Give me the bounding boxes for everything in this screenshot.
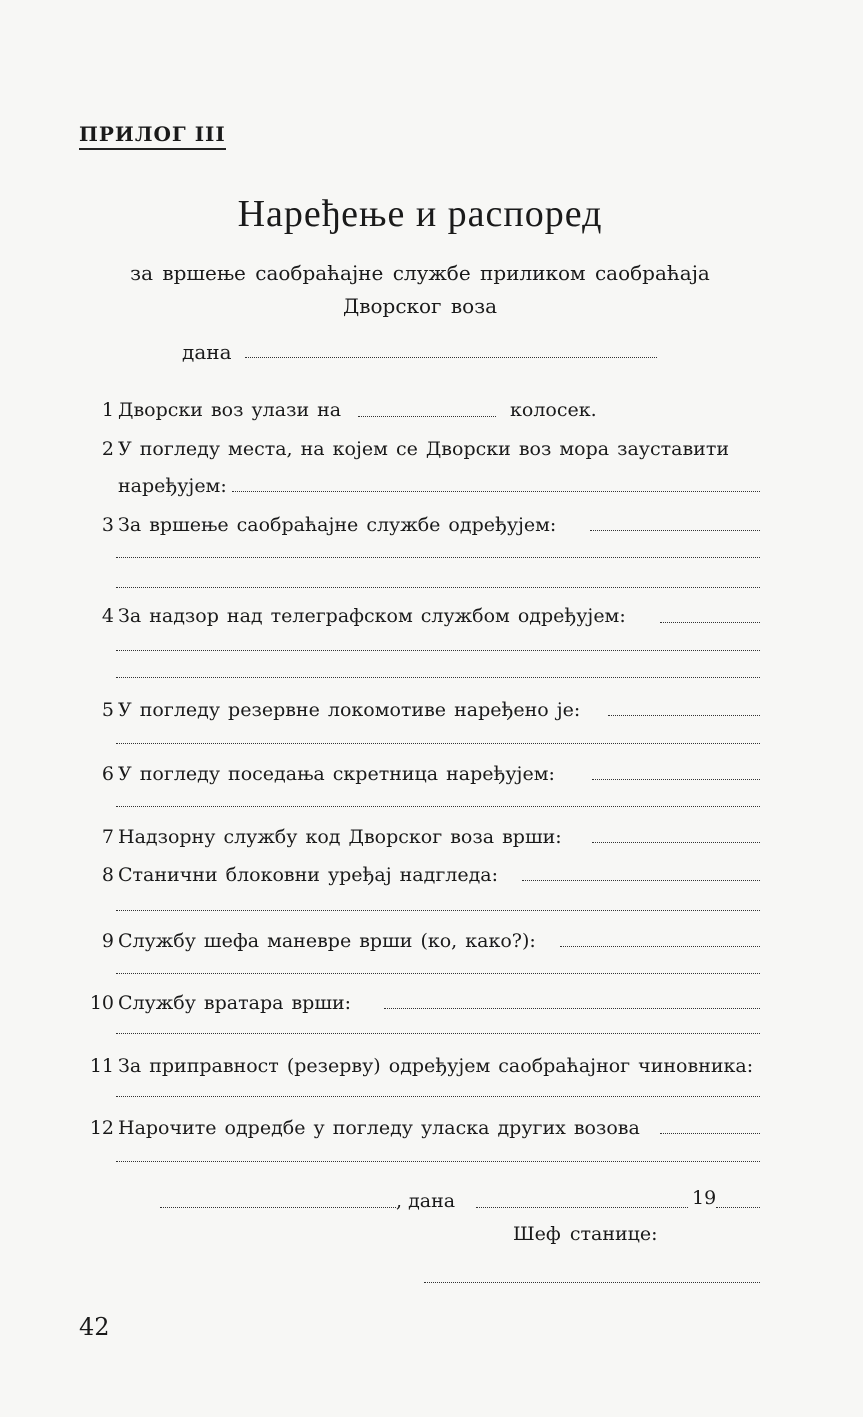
item-label: Дворски воз улази на	[118, 399, 342, 421]
list-item-10	[78, 991, 351, 1015]
item-9-field-1[interactable]	[560, 946, 760, 947]
item-number: 11	[89, 1055, 114, 1077]
list-item-1	[78, 398, 341, 422]
item-number: 6	[101, 763, 114, 785]
item-label: У погледу резервне локомотиве наређено је:	[118, 699, 581, 721]
track-field[interactable]	[358, 416, 496, 417]
item-9-field-2[interactable]	[116, 973, 760, 974]
item-10-field-1[interactable]	[384, 1008, 760, 1009]
item-3-field-2[interactable]	[116, 557, 760, 558]
item-3-field-3[interactable]	[116, 587, 760, 588]
item-11-field[interactable]	[116, 1096, 760, 1097]
year-prefix: 19	[692, 1187, 717, 1209]
item-number: 12	[89, 1117, 114, 1139]
item-label: Службу вратара врши:	[118, 992, 352, 1014]
item-number: 9	[101, 930, 114, 952]
item-5-field-1[interactable]	[608, 715, 760, 716]
item-2-field[interactable]	[232, 491, 760, 492]
item-number: 1	[101, 399, 114, 421]
list-item-11	[78, 1054, 753, 1078]
list-item-2	[78, 437, 729, 461]
subtitle-line-1: за вршење саобраћајне службе приликом саобраћаја	[130, 261, 710, 285]
item-label: За вршење саобраћајне службе одређујем:	[118, 514, 557, 536]
item-label: У погледу места, на којем се Дворски воз мора зауставити	[118, 438, 729, 460]
item-label: Службу шефа маневре врши (ко, како?):	[118, 930, 536, 952]
date-field[interactable]	[245, 357, 657, 358]
item-7-field[interactable]	[592, 842, 760, 843]
list-item-4	[78, 604, 626, 628]
item-number: 4	[101, 605, 114, 627]
item-number: 10	[89, 992, 114, 1014]
item-4-field-1[interactable]	[660, 622, 760, 623]
item-number: 5	[101, 699, 114, 721]
item-number: 8	[101, 864, 114, 886]
item-label: За приправност (резерву) одређујем саобраћајног чиновника:	[118, 1055, 754, 1077]
list-item-6	[78, 762, 555, 786]
place-field[interactable]	[160, 1207, 396, 1208]
item-label: За нaдзор над телеграфском службом одређујем:	[118, 605, 626, 627]
item-2-continuation: наређујем:	[118, 475, 227, 497]
list-item-5	[78, 698, 580, 722]
signature-label: Шеф станице:	[513, 1223, 658, 1245]
item-10-field-2[interactable]	[116, 1033, 760, 1034]
signature-field[interactable]	[424, 1282, 760, 1283]
item-8-field-1[interactable]	[522, 880, 760, 881]
list-item-9	[78, 929, 536, 953]
item-1-suffix: колосек.	[510, 399, 597, 421]
list-item-3	[78, 513, 556, 537]
item-number: 3	[101, 514, 114, 536]
footer-date-field[interactable]	[476, 1207, 688, 1208]
year-field[interactable]	[716, 1207, 760, 1208]
page-number: 42	[79, 1313, 110, 1341]
item-6-field-1[interactable]	[592, 779, 760, 780]
item-8-field-2[interactable]	[116, 910, 760, 911]
list-item-8	[78, 863, 498, 887]
item-5-field-2[interactable]	[116, 743, 760, 744]
item-12-field-2[interactable]	[116, 1161, 760, 1162]
subtitle-line-2: Дворског воза	[342, 294, 498, 318]
date-label: дана	[182, 340, 232, 364]
list-item-12	[78, 1116, 640, 1140]
item-4-field-2[interactable]	[116, 650, 760, 651]
document-subtitle	[78, 257, 762, 323]
item-6-field-2[interactable]	[116, 806, 760, 807]
item-label: У погледу поседања скретница наређујем:	[118, 763, 555, 785]
item-12-field-1[interactable]	[660, 1133, 760, 1134]
item-number: 7	[101, 826, 114, 848]
appendix-heading: ПРИЛОГ III	[79, 122, 226, 150]
item-label: Нарочите одредбе у погледу уласка других возова	[118, 1117, 640, 1139]
list-item-7	[78, 825, 562, 849]
item-number: 2	[101, 438, 114, 460]
item-4-field-3[interactable]	[116, 677, 760, 678]
item-label: Станични блоковни уређај надгледа:	[118, 864, 499, 886]
item-label: Надзорну службу код Дворског воза врши:	[118, 826, 562, 848]
item-3-field-1[interactable]	[590, 530, 760, 531]
document-title: Наређење и распоред	[237, 193, 603, 235]
footer-date-label: , дана	[396, 1190, 456, 1212]
